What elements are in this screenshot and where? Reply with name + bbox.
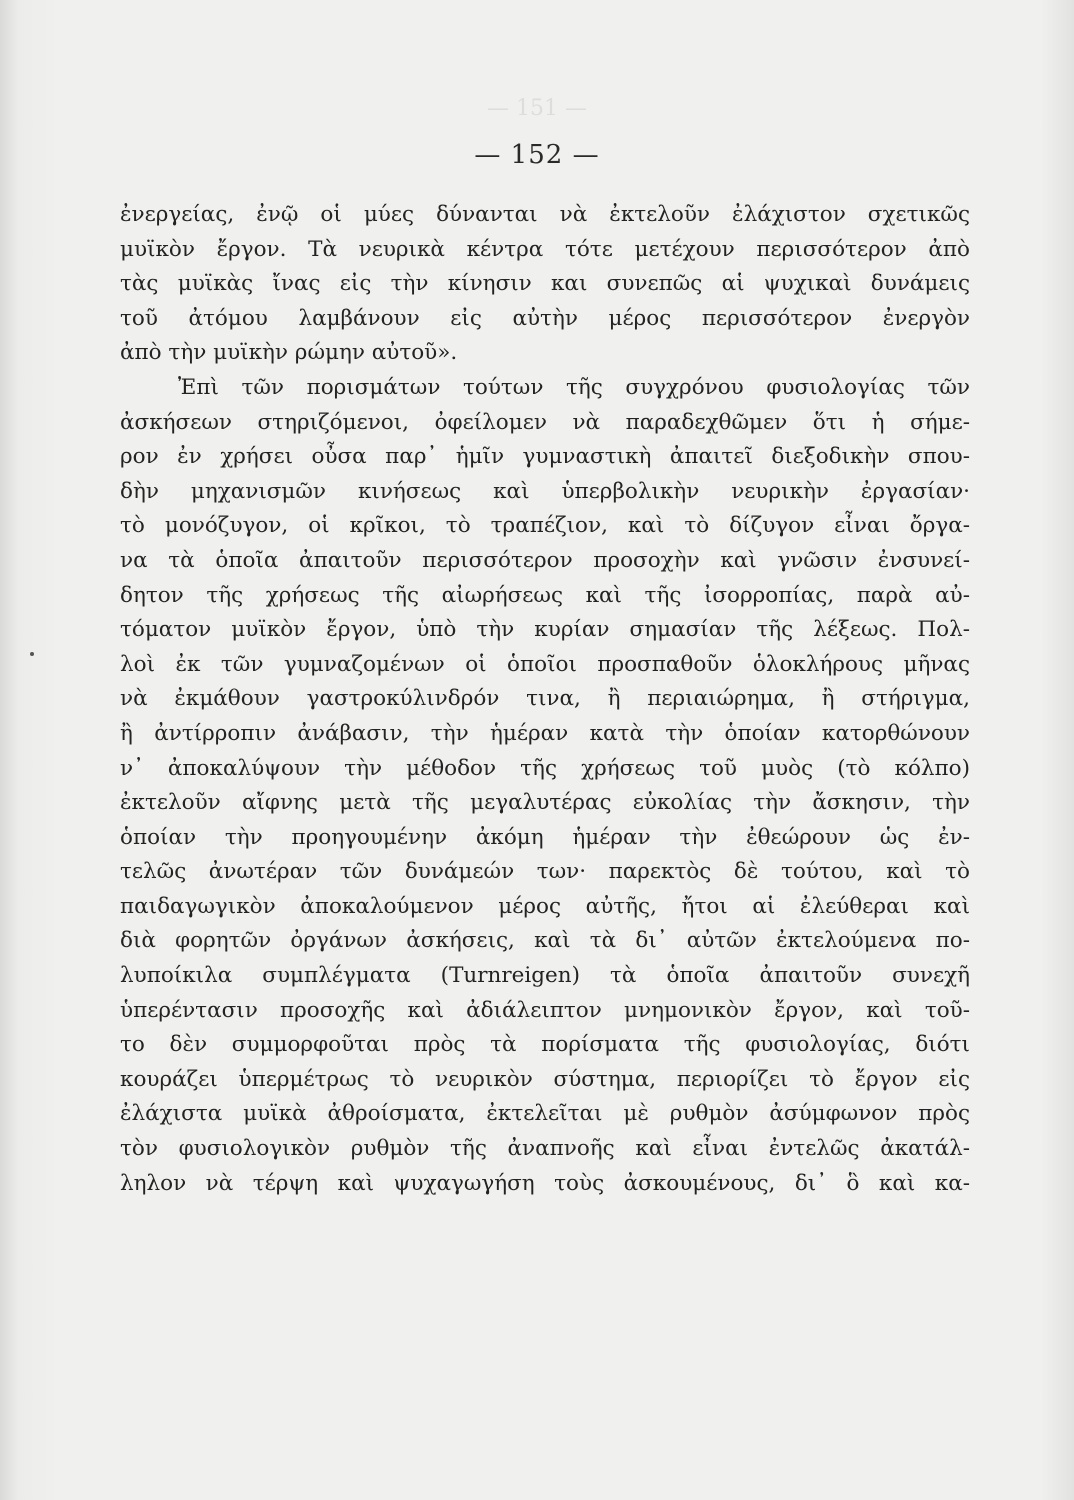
text-line: Ἐπὶ τῶν πορισμάτων τούτων τῆς συγχρόνου φυσιολογίας τῶν (178, 374, 970, 400)
text-line: ἐνεργείας, ἐνῷ οἱ μύες δύνανται νὰ ἐκτελοῦν ἐλάχιστον σχετικῶς (120, 202, 970, 227)
margin-dot (30, 652, 34, 656)
text-line: δὴν μηχανισμῶν κινήσεως καὶ ὑπερβολικὴν νευρικὴν ἐργασίαν· (120, 478, 970, 504)
text-line: ν᾽ ἀποκαλύψουν τὴν μέθοδον τῆς χρήσεως τοῦ μυὸς (τὸ κόλπο) (120, 755, 970, 781)
text-line: το δὲν συμμορφοῦται πρὸς τὰ πορίσματα τῆς φυσιολογίας, διότι (120, 1032, 970, 1058)
text-line: ἀσκήσεων στηριζόμενοι, ὀφείλομεν νὰ παραδεχθῶμεν ὅτι ἡ σήμε- (120, 409, 970, 435)
text-line: παιδαγωγικὸν ἀποκαλούμενον μέρος αὐτῆς, ἤτοι αἱ ἐλεύθεραι καὶ (120, 893, 970, 919)
text-line: ληλον νὰ τέρψη καὶ ψυχαγωγήση τοὺς ἀσκουμένους, δι᾽ ὃ καὶ κα- (120, 1170, 970, 1196)
page-number: — 152 — (474, 140, 600, 170)
text-line: ρον ἐν χρήσει οὖσα παρ᾽ ἡμῖν γυμναστικὴ ἀπαιτεῖ διεξοδικὴν σπου- (120, 444, 970, 470)
text-line: τοῦ ἀτόμου λαμβάνουν εἰς αὐτὴν μέρος περισσότερον ἐνεργὸν (120, 305, 970, 331)
text-line: ἢ ἀντίρροπιν ἀνάβασιν, τὴν ἡμέραν κατὰ τὴν ὁποίαν κατορθώνουν (120, 720, 970, 746)
text-line: λοὶ ἐκ τῶν γυμναζομένων οἱ ὁποῖοι προσπαθοῦν ὁλοκλήρους μῆνας (120, 651, 970, 677)
text-line: διὰ φορητῶν ὀργάνων ἀσκήσεις, καὶ τὰ δι᾽ αὐτῶν ἐκτελούμενα πο- (120, 928, 970, 954)
text-line: ἐκτελοῦν αἴφνης μετὰ τῆς μεγαλυτέρας εὐκολίας τὴν ἄσκησιν, τὴν (120, 790, 970, 816)
body-text (120, 198, 970, 1201)
text-line: ἐλάχιστα μυϊκὰ ἀθροίσματα, ἐκτελεῖται μὲ ρυθμὸν ἀσύμφωνον πρὸς (120, 1101, 970, 1127)
text-line: τὰς μυϊκὰς ἴνας εἰς τὴν κίνησιν και συνεπῶς αἱ ψυχικαὶ δυνάμεις (120, 271, 970, 297)
text-line: τόματον μυϊκὸν ἔργον, ὑπὸ τὴν κυρίαν σημασίαν τῆς λέξεως. Πολ- (120, 617, 970, 643)
bleed-through-page-number: — 151 — (487, 96, 587, 121)
text-line: να τὰ ὁποῖα ἀπαιτοῦν περισσότερον προσοχὴν καὶ γνῶσιν ἐνσυνεί- (120, 547, 970, 573)
text-line: λυποίκιλα συμπλέγματα (Turnreigen) τὰ ὁποῖα ἀπαιτοῦν συνεχῆ (120, 963, 970, 989)
text-line: νὰ ἐκμάθουν γαστροκύλινδρόν τινα, ἢ περιαιώρημα, ἢ στήριγμα, (120, 686, 970, 712)
text-line: κουράζει ὑπερμέτρως τὸ νευρικὸν σύστημα, περιορίζει τὸ ἔργον εἰς (120, 1066, 970, 1092)
text-line: μυϊκὸν ἔργον. Τὰ νευρικὰ κέντρα τότε μετέχουν περισσότερον ἀπὸ (120, 236, 970, 262)
text-line: τελῶς ἀνωτέραν τῶν δυνάμεών των· παρεκτὸς δὲ τούτου, καὶ τὸ (120, 859, 970, 885)
text-line: ὑπερέντασιν προσοχῆς καὶ ἀδιάλειπτον μνημονικὸν ἔργον, καὶ τοῦ- (120, 997, 970, 1023)
text-line: ὁποίαν τὴν προηγουμένην ἀκόμη ἡμέραν τὴν ἐθεώρουν ὡς ἐν- (120, 824, 970, 850)
text-line: δητον τῆς χρήσεως τῆς αἰωρήσεως καὶ τῆς ἰσορροπίας, παρὰ αὐ- (120, 582, 970, 608)
text-line: τὸ μονόζυγον, οἱ κρῖκοι, τὸ τραπέζιον, καὶ τὸ δίζυγον εἶναι ὄργα- (120, 513, 970, 539)
text-line: τὸν φυσιολογικὸν ρυθμὸν τῆς ἀναπνοῆς καὶ εἶναι ἐντελῶς ἀκατάλ- (120, 1136, 970, 1162)
text-line: ἀπὸ τὴν μυϊκὴν ρώμην αὐτοῦ». (120, 340, 458, 366)
